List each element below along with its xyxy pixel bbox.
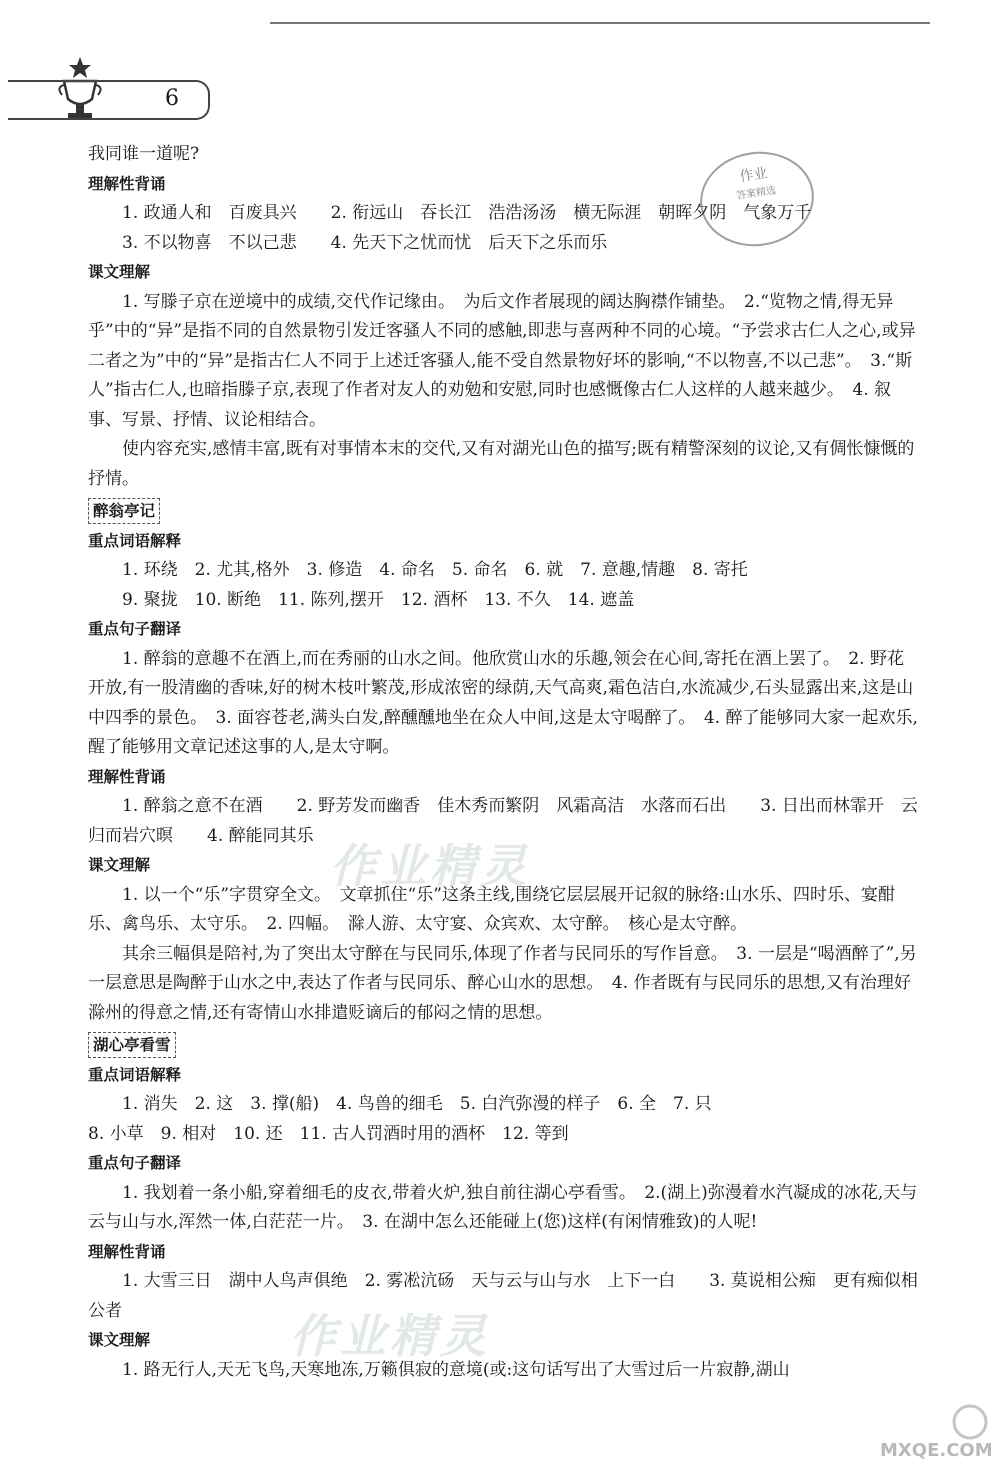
answer-paragraph: 1. 写滕子京在逆境中的成绩,交代作记缘由。 为后文作者展现的阔达胸襟作铺垫。 2.“览物之情,得无异乎”中的“异”是指不同的自然景物引发迁客骚人不同的感触,即悲与喜两种不同的心境。“予尝求古仁人之心,或异二者之为”中的“异”是指古仁人不同于上述迁客骚人,能不受自然景物好坏的影响,“不以物喜,不以己悲”。 3.“斯人”指古仁人,也暗指滕子京,表现了作者对友人的劝勉和安慰,同时也感慨像古仁人这样的人越来越少。 4. 叙事、写景、抒情、议论相结合。 <box>88 291 916 430</box>
site-logo-text: MXQE.COM <box>880 1440 993 1461</box>
answer-paragraph: 8. 小草 9. 相对 10. 还 11. 古人罚酒时用的酒杯 12. 等到 <box>88 1123 569 1144</box>
subheading: 重点句子翻译 <box>88 620 182 638</box>
answer-paragraph: 使内容充实,感情丰富,既有对事情本末的交代,又有对湖光山色的描写;既有精警深刻的议论,又有倜怅慷慨的抒情。 <box>88 439 915 489</box>
section-row <box>88 1028 920 1061</box>
answer-paragraph: 我同谁一道呢? <box>88 144 200 164</box>
watermark: 作业精灵 <box>330 839 530 893</box>
answer-paragraph: 1. 环绕 2. 尤其,格外 3. 修造 4. 命名 5. 命名 6. 就 7. 意趣,情趣 8. 寄托 <box>122 560 748 580</box>
subheading: 重点词语解释 <box>88 531 182 550</box>
subheading: 理解性背诵 <box>88 1242 166 1261</box>
answer-content <box>88 140 920 1385</box>
subheading: 重点句子翻译 <box>88 1154 182 1172</box>
subheading: 理解性背诵 <box>88 174 166 193</box>
subheading: 重点词语解释 <box>88 1065 182 1084</box>
section-title: 醉翁亭记 <box>88 498 160 524</box>
answer-paragraph: 1. 路无行人,天无飞鸟,天寒地冻,万籁俱寂的意境(或:这句话写出了大雪过后一片寂静,湖山 <box>122 1359 790 1380</box>
section-title: 湖心亭看雪 <box>88 1032 176 1058</box>
answer-paragraph: 9. 聚拢 10. 断绝 11. 陈列,摆开 12. 酒杯 13. 不久 14. 遮盖 <box>122 589 635 610</box>
watermark: 作业精灵 <box>290 1309 490 1363</box>
section-row <box>88 494 920 527</box>
answer-paragraph: 3. 不以物喜 不以己悲 4. 先天下之忧而忧 后天下之乐而乐 <box>122 232 608 253</box>
answer-paragraph: 其余三幅俱是陪衬,为了突出太守醉在与民同乐,体现了作者与民同乐的写作旨意。 3. 一层是“喝酒醉了”,另一层意思是陶醉于山水之中,表达了作者与民同乐、醉心山水的思想。 4. 作者既有与民同乐的思想,又有治理好滁州的得意之情,还有寄情山水排遣贬谪后的郁闷之情的思想。 <box>88 943 917 1023</box>
answer-paragraph: 1. 醉翁的意趣不在酒上,而在秀丽的山水之间。他欣赏山水的乐趣,领会在心间,寄托在酒上罢了。 2. 野花开放,有一股清幽的香味,好的树木枝叶繁茂,形成浓密的绿荫,天气高爽,霜色洁白,水流减少,石头显露出来,这是山中四季的景色。 3. 面容苍老,满头白发,醉醺醺地坐在众人中间,这是太守喝醉了。 4. 醉了能够同大家一起欢乐,醒了能够用文章记述这事的人,是太守啊。 <box>88 648 918 757</box>
answer-paragraph: 1. 大雪三日 湖中人鸟声俱绝 2. 雾凇沆砀 天与云与山与水 上下一白 3. 莫说相公痴 更有痴似相公者 <box>88 1271 918 1321</box>
answer-paragraph: 1. 我划着一条小船,穿着细毛的皮衣,带着火炉,独自前往湖心亭看雪。 2.(湖上)弥漫着水汽凝成的冰花,天与云与山与水,浑然一体,白茫茫一片。 3. 在湖中怎么还能碰上(您)这样(有闲情雅致)的人呢! <box>88 1182 918 1232</box>
page-number-tab <box>8 80 210 120</box>
answer-paragraph: 1. 醉翁之意不在酒 2. 野芳发而幽香 佳木秀而繁阴 风霜高洁 水落而石出 3. 日出而林霏开 云归而岩穴暝 4. 醉能同其乐 <box>88 796 918 846</box>
subheading: 课文理解 <box>88 856 151 874</box>
subheading: 课文理解 <box>88 263 151 281</box>
stamp-seal: 作业 答案精选 <box>694 145 820 254</box>
subheading: 理解性背诵 <box>88 767 166 786</box>
answer-paragraph: 1. 消失 2. 这 3. 撑(船) 4. 鸟兽的细毛 5. 白汽弥漫的样子 6. 全 7. 只 <box>122 1094 712 1114</box>
subheading: 课文理解 <box>88 1331 151 1349</box>
answer-paragraph: 1. 政通人和 百废具兴 2. 衔远山 吞长江 浩浩汤汤 横无际涯 朝晖夕阴 气象万千 <box>122 203 812 223</box>
page-number: 6 <box>165 86 179 111</box>
answer-paragraph: 1. 以一个“乐”字贯穿全文。 文章抓住“乐”这条主线,围绕它层层展开记叙的脉络:山水乐、四时乐、宴酣乐、禽鸟乐、太守乐。 2. 四幅。 滁人游、太守宴、众宾欢、太守醉。 核心是太守醉。 <box>88 884 896 934</box>
top-rule <box>270 22 930 24</box>
